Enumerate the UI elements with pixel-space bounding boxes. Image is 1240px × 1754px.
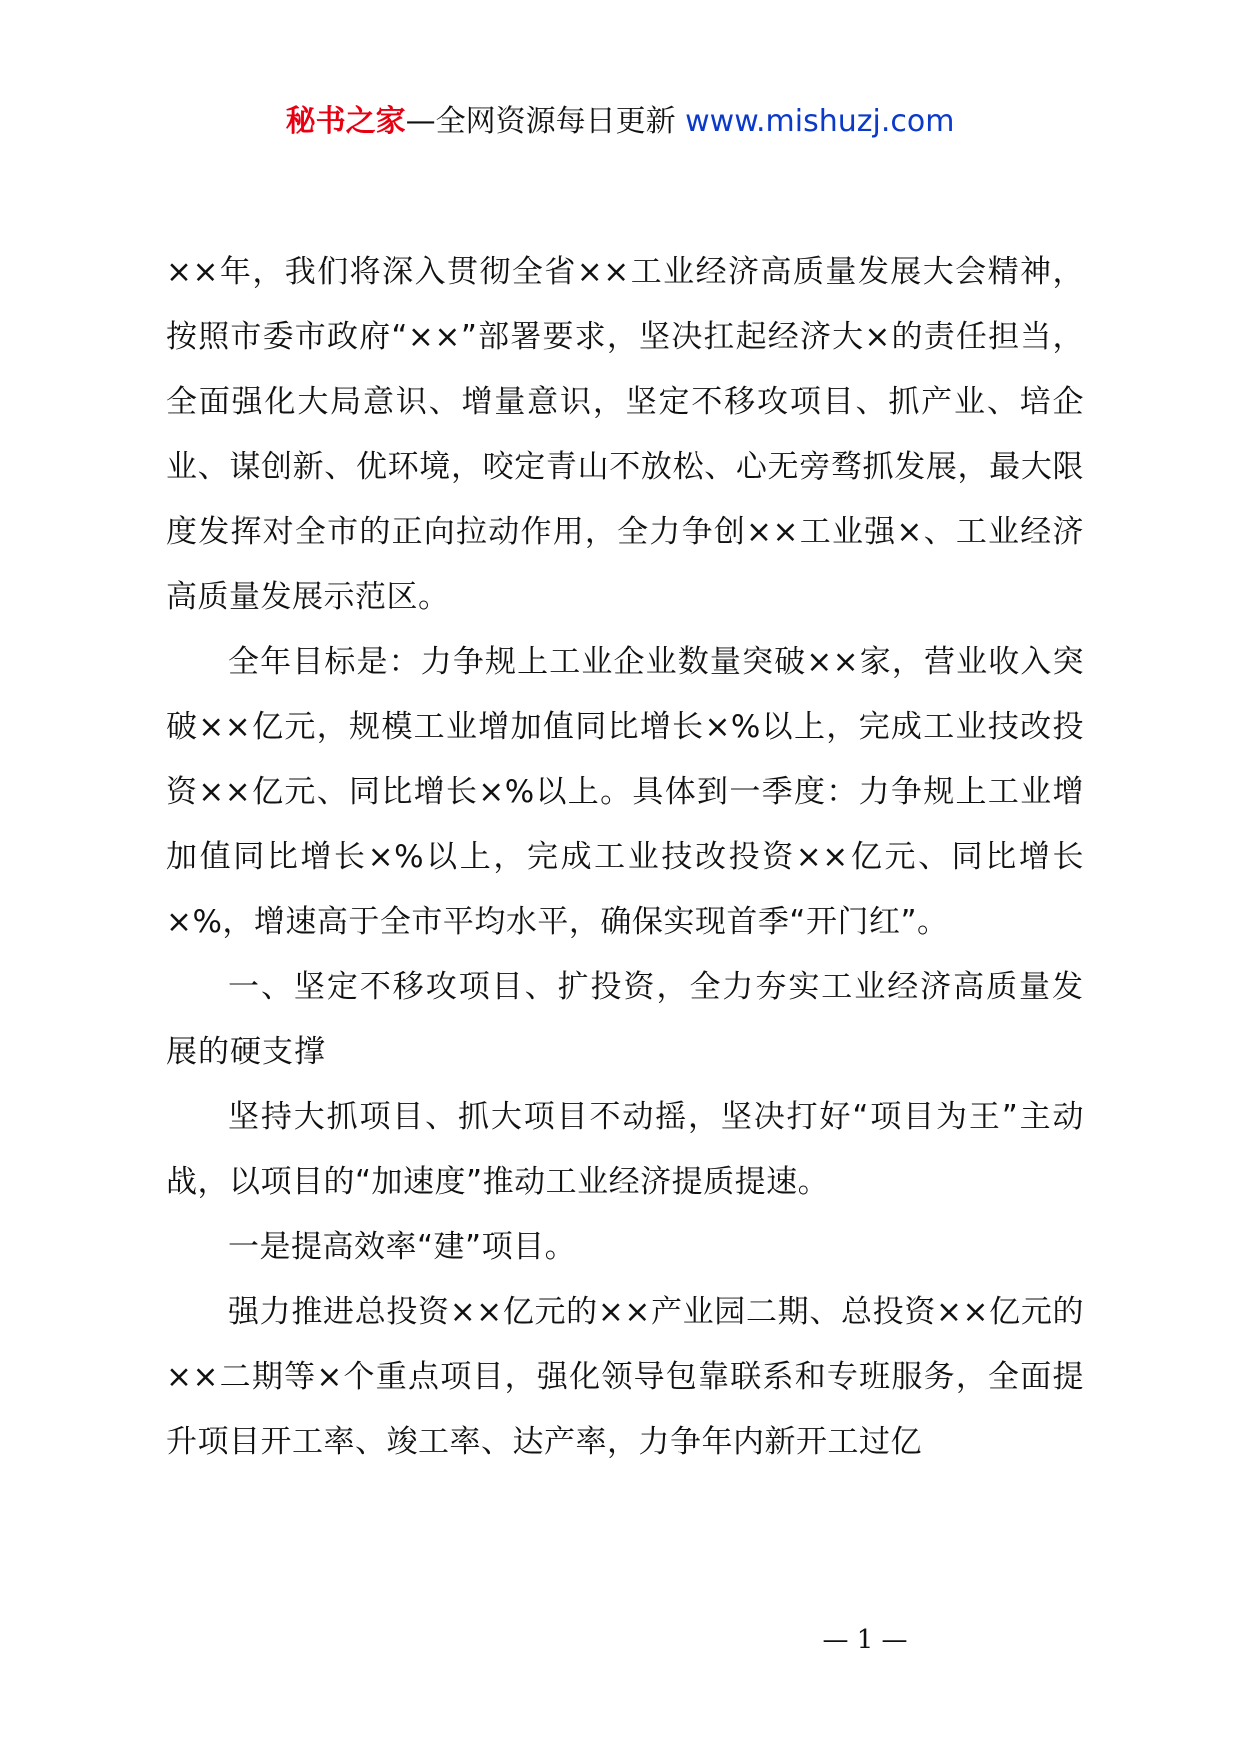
page-number: — 1 —: [822, 1625, 908, 1655]
subsection-heading: 一是提高效率“建”项目。: [228, 1229, 577, 1265]
document-body: [166, 240, 1084, 1475]
projects-paragraph: 强力推进总投资××亿元的××产业园二期、总投资××亿元的××二期等×个重点项目，强化领导包靠联系和专班服务，全面提升项目开工率、竣工率、达产率，力争年内新开工过亿: [166, 1294, 1084, 1460]
section-heading: 一、坚定不移攻项目、扩投资，全力夯实工业经济高质量发展的硬支撑: [166, 969, 1084, 1070]
site-url-link[interactable]: www.mishuzj.com: [685, 104, 955, 139]
site-brand: 秘书之家: [285, 104, 406, 139]
site-header: [0, 100, 1240, 144]
opening-paragraph: ××年，我们将深入贯彻全省××工业经济高质量发展大会精神，按照市委市政府“××”部署要求，坚决扛起经济大×的责任担当，全面强化大局意识、增量意识，坚定不移攻项目、抓产业、培企业、谋创新、优环境，咬定青山不放松、心无旁骛抓发展，最大限度发挥对全市的正向拉动作用，全力争创××工业强×、工业经济高质量发展示范区。: [166, 254, 1084, 615]
annual-targets-paragraph: 全年目标是：力争规上工业企业数量突破××家，营业收入突破××亿元，规模工业增加值同比增长×%以上，完成工业技改投资××亿元、同比增长×%以上。具体到一季度：力争规上工业增加值同比增长×%以上，完成工业技改投资××亿元、同比增长×%，增速高于全市平均水平，确保实现首季“开门红”。: [166, 644, 1084, 940]
section-intro-paragraph: 坚持大抓项目、抓大项目不动摇，坚决打好“项目为王”主动战，以项目的“加速度”推动工业经济提质提速。: [166, 1099, 1084, 1200]
site-tagline: —全网资源每日更新: [405, 104, 686, 139]
